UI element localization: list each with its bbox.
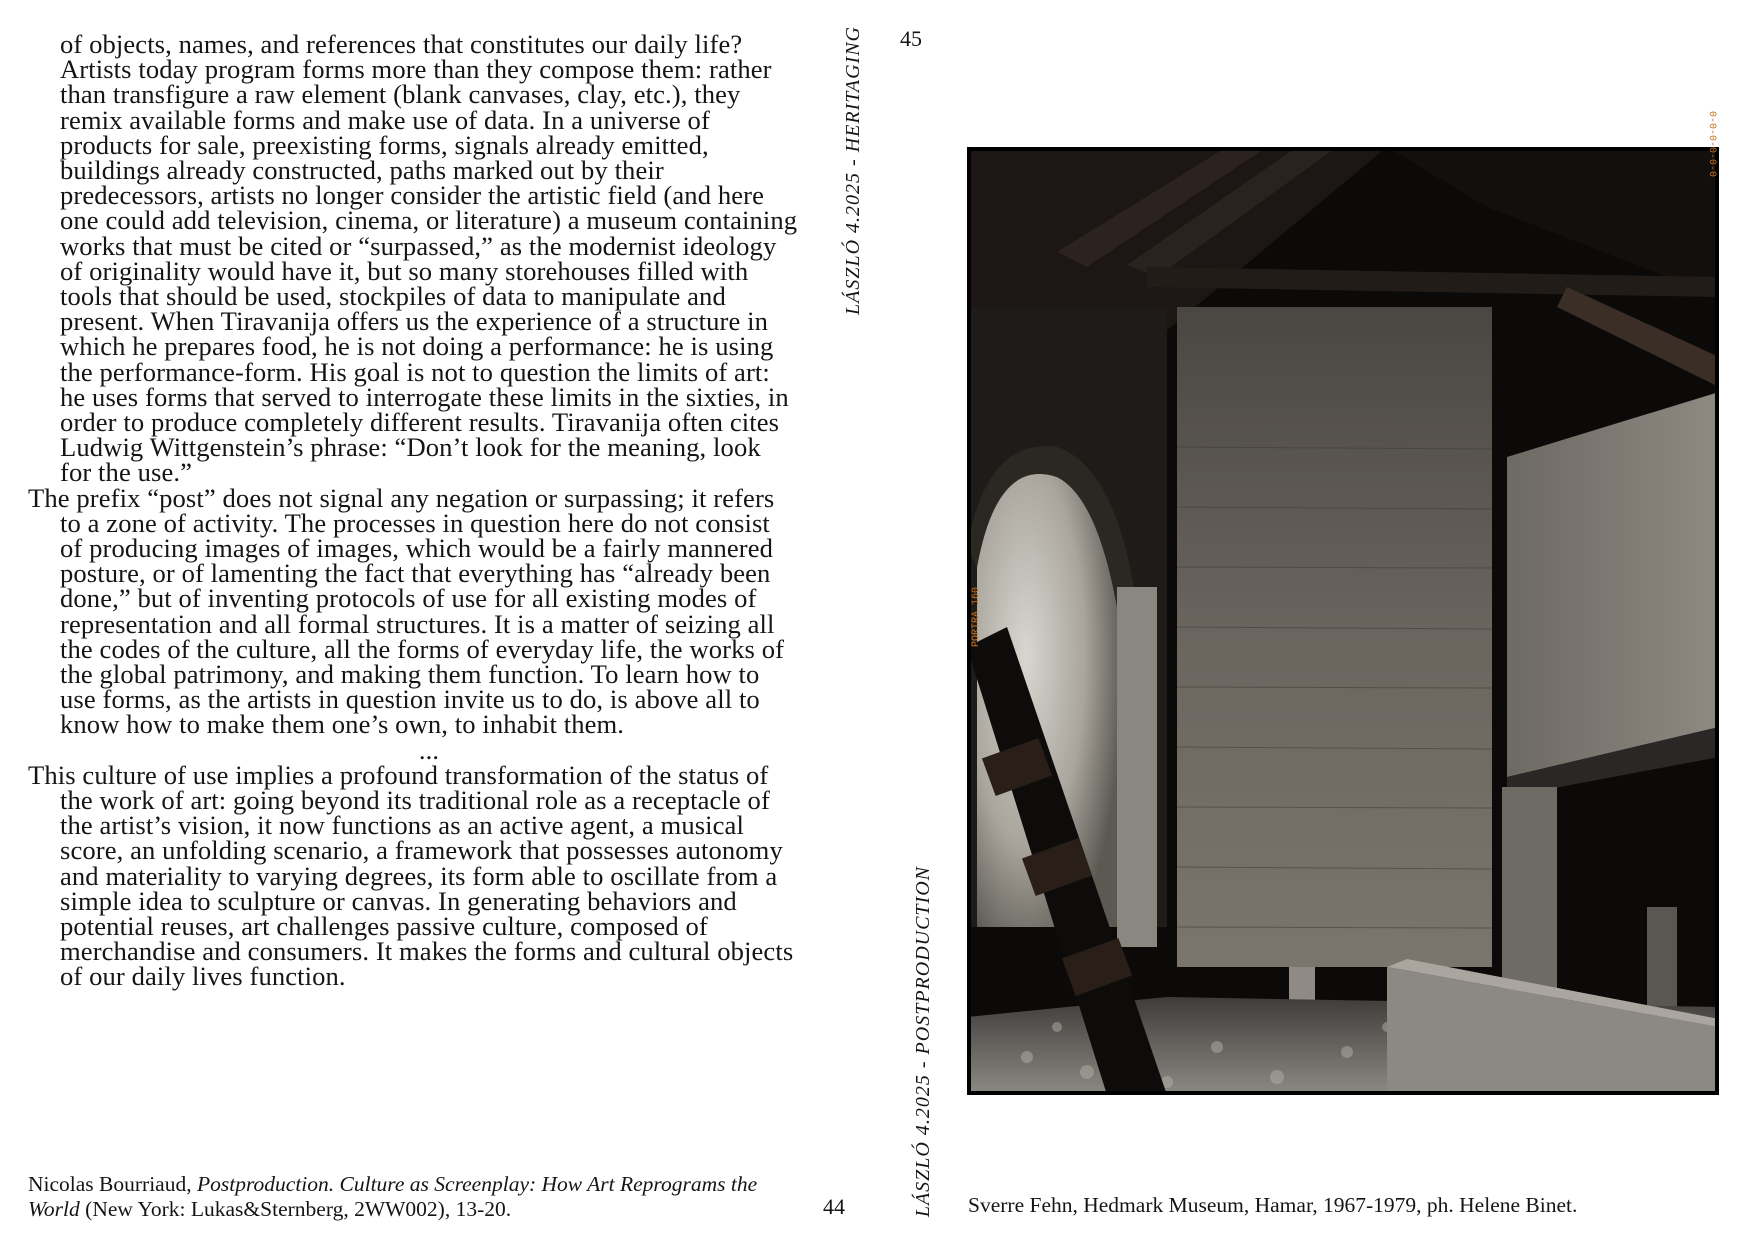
film-edge-mark-right: 0-0-0-0-0-0	[1706, 110, 1717, 177]
page-number-right: 45	[900, 26, 922, 51]
citation-author: Nicolas Bourriaud,	[28, 1172, 197, 1196]
citation-publication: (New York: Lukas&Sternberg, 2WW002), 13-20.	[79, 1197, 512, 1221]
citation-footnote	[28, 1172, 788, 1222]
running-head-right: LÁSZLÓ 4.2025 - POSTPRODUCTION	[912, 866, 934, 1218]
page-number-left: 44	[823, 1194, 845, 1219]
paragraph-post-prefix: The prefix “post” does not signal any negation or surpassing; it refers to a zone of activity. The processes in question here do not consist of producing images of images, which would be a fairly mannered posture, or of lamenting the fact that everything has “already been done,” but of inventing protocols of use for all existing modes of representation and all formal structures. It is a matter of seizing all the codes of the culture, all the forms of everyday life, the works of the global patrimony, and making them function. To learn how to use forms, as the artists in question invite us to do, is above all to know how to make them one’s own, to inhabit them.	[28, 482, 785, 740]
citation-title: Postproduction. Culture as Screenplay: How Art Reprograms the World	[28, 1172, 758, 1221]
section-ellipsis: ...	[418, 734, 440, 765]
paragraph-continuation: of objects, names, and references that constitutes our daily life? Artists today program forms more than they compose them: rather than transfigure a raw element (blank canvases, clay, etc.), they remix available forms and make use of data. In a universe of products for sale, preexisting forms, signals already emitted, buildings already constructed, paths marked out by their predecessors, artists no longer consider the artistic field (and here one could add television, cinema, or literature) a museum containing works that must be cited or “surpassed,” as the modernist ideology of originality would have it, but so many storehouses filled with tools that should be used, stockpiles of data to manipulate and present. When Tiravanija offers us the experience of a structure in which he prepares food, he is not doing a performance: he is using the performance-form. His goal is not to question the limits of art: he uses forms that served to interrogate these limits in the sixties, in order to produce completely different results. Tiravanija often cites Ludwig Wittgenstein’s phrase: “Don’t look for the meaning, look for the use.”	[60, 29, 798, 488]
film-edge-mark-left: PORTRA 160	[971, 586, 982, 647]
body-text	[28, 29, 798, 992]
paragraph-culture-of-use: This culture of use implies a profound transformation of the status of the work of art: going beyond its traditional role as a receptacle of the artist’s vision, it now functions as an active agent, a musical score, an unfolding scenario, a framework that possesses autonomy and materiality to varying degrees, its form able to oscillate from a simple idea to sculpture or canvas. In generating behaviors and potential reuses, art challenges passive culture, composed of merchandise and consumers. It makes the forms and cultural objects of our daily lives function.	[28, 759, 794, 992]
photo-caption: Sverre Fehn, Hedmark Museum, Hamar, 1967-1979, ph. Helene Binet.	[968, 1193, 1578, 1217]
running-head-left: LÁSZLÓ 4.2025 - HERITAGING	[842, 26, 864, 315]
photograph-drawing	[967, 147, 1719, 1095]
museum-photograph	[967, 110, 1719, 1095]
